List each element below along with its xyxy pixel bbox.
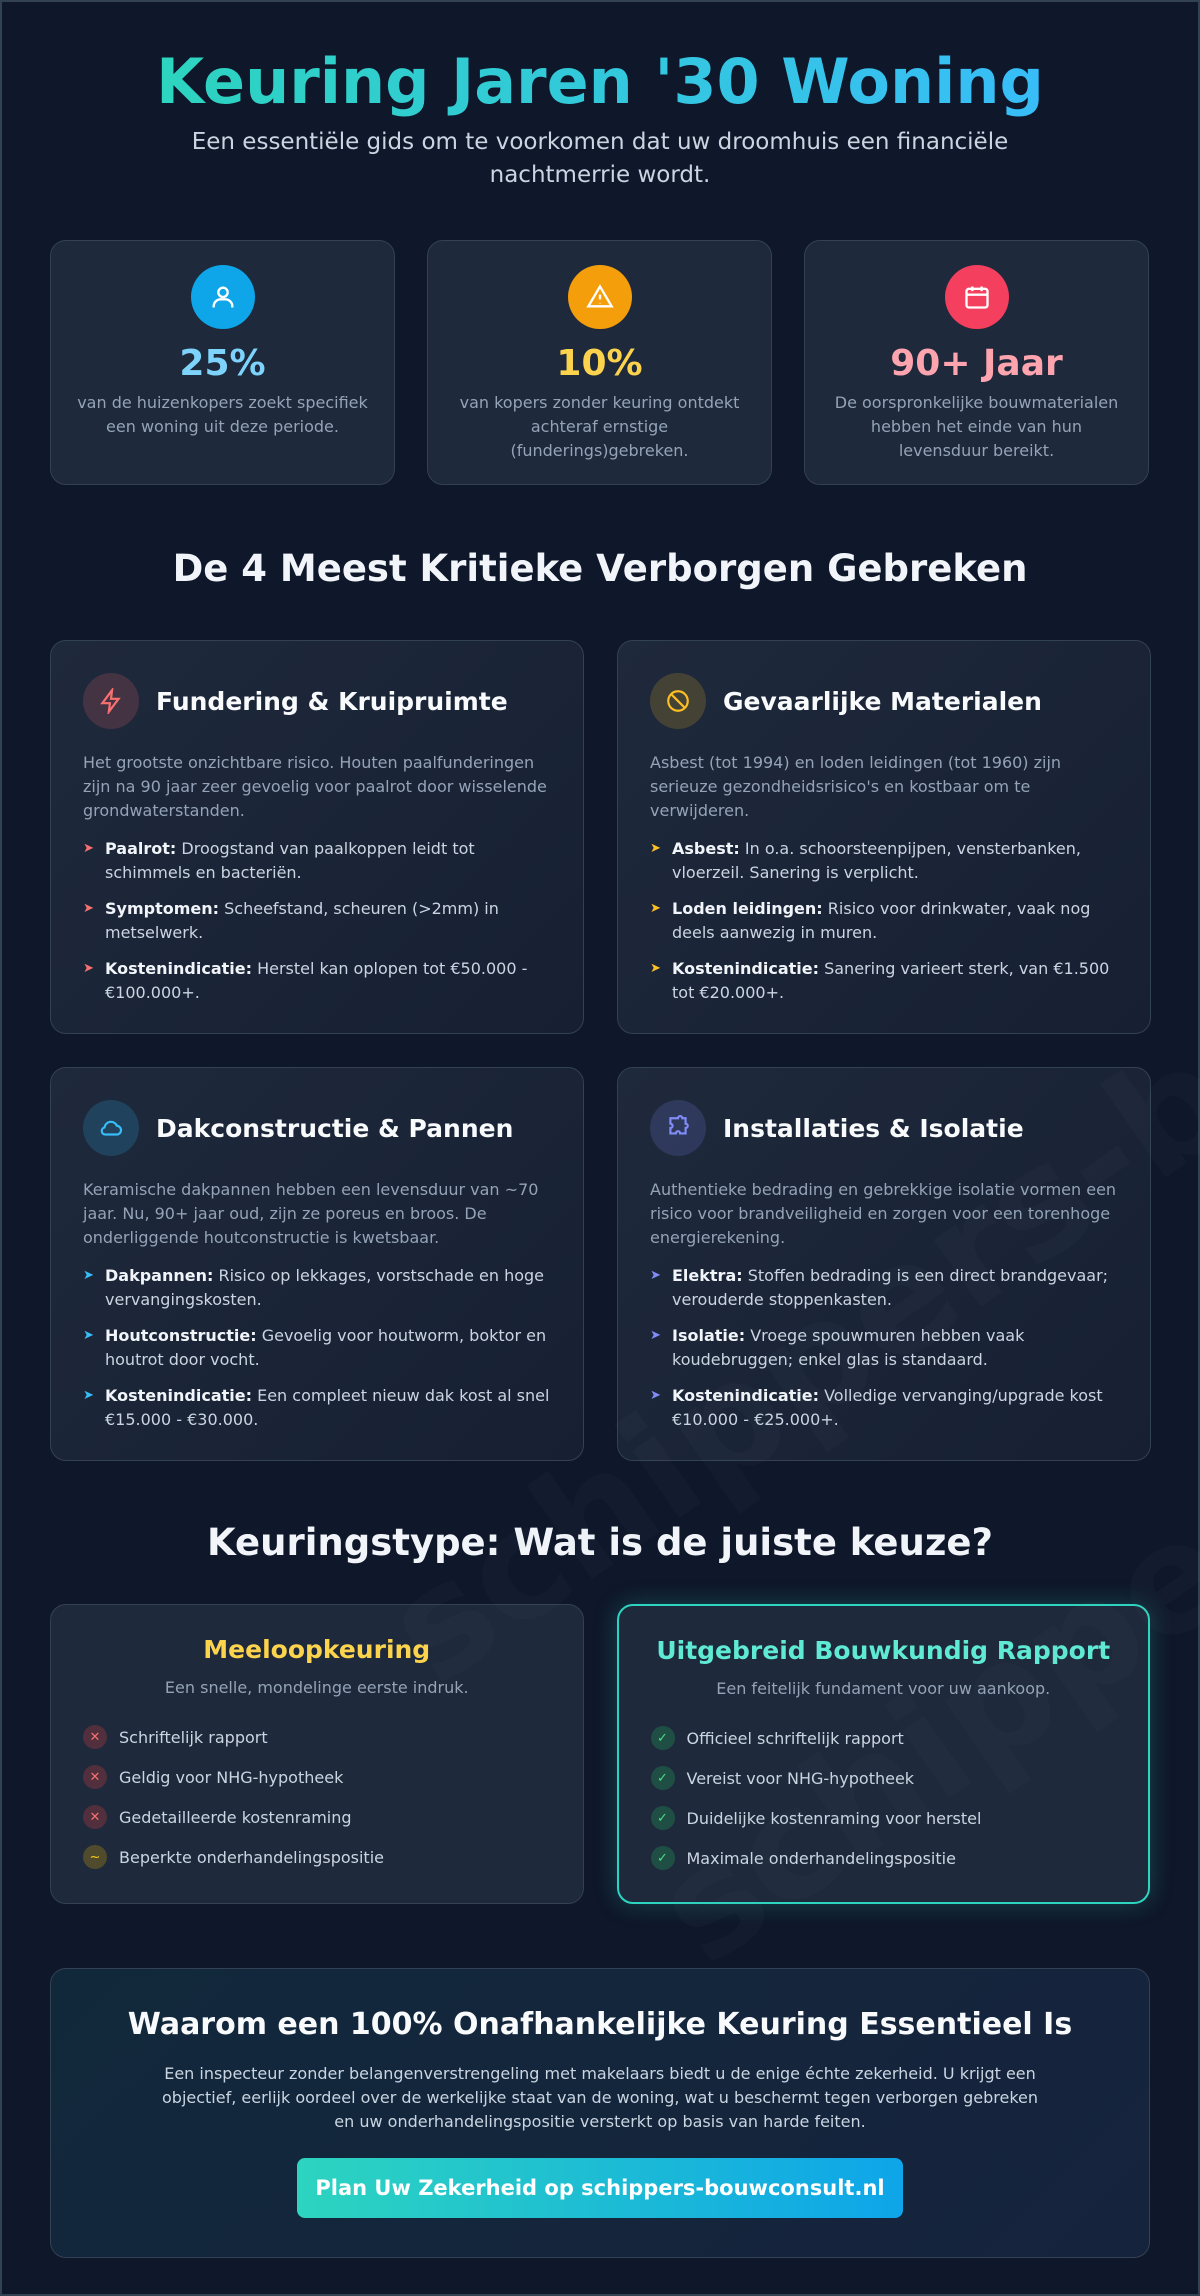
item-text: Officieel schriftelijk rapport <box>686 1728 904 1748</box>
tilde-icon: ~ <box>83 1845 107 1869</box>
compare-title: Keuringstype: Wat is de juiste keuze? <box>207 1521 993 1564</box>
stat-value: 90+ Jaar <box>890 343 1063 384</box>
item-text: Vereist voor NHG-hypotheek <box>686 1768 915 1788</box>
item-text: Gevoelig voor houtworm, boktor en houtrot door vocht. <box>105 1326 547 1369</box>
item-label: Kostenindicatie: <box>105 1386 252 1405</box>
item-label: Dakpannen: <box>105 1266 214 1285</box>
card-title: Gevaarlijke Materialen <box>723 686 1042 716</box>
cta-title: Waarom een 100% Onafhankelijke Keuring Essentieel Is <box>127 2007 1073 2042</box>
item-label: Asbest: <box>672 839 740 858</box>
card-intro: Asbest (tot 1994) en loden leidingen (tot 1960) zijn serieuze gezondheidsrisico's en kostbaar om te verwijderen. <box>650 753 1062 820</box>
arrow-icon: ➤ <box>650 1268 661 1283</box>
check-icon: ✓ <box>651 1766 675 1790</box>
stat-value: 10% <box>556 343 643 384</box>
item-text: Volledige vervanging/upgrade kost €10.000 - €25.000+. <box>672 1386 1103 1429</box>
arrow-icon: ➤ <box>650 1328 661 1343</box>
cross-icon: ✕ <box>83 1725 107 1749</box>
item-label: Isolatie: <box>672 1326 746 1345</box>
stat-text: van de huizenkopers zoekt specifiek een woning uit deze periode. <box>77 393 368 436</box>
item-label: Kostenindicatie: <box>672 959 819 978</box>
check-icon: ✓ <box>651 1806 675 1830</box>
cross-icon: ✕ <box>83 1765 107 1789</box>
item-label: Houtconstructie: <box>105 1326 257 1345</box>
cross-icon: ✕ <box>83 1805 107 1829</box>
card-intro: Keramische dakpannen hebben een levensduur van ~70 jaar. Nu, 90+ jaar oud, zijn ze poreus en broos. De onderliggende houtconstructie is kwetsbaar. <box>83 1180 539 1247</box>
item-text: Maximale onderhandelingspositie <box>686 1848 956 1868</box>
item-text: Beperkte onderhandelingspositie <box>119 1847 384 1867</box>
stat-text: De oorspronkelijke bouwmaterialen hebben het einde van hun levensduur bereikt. <box>834 393 1119 460</box>
check-icon: ✓ <box>651 1846 675 1870</box>
check-icon: ✓ <box>651 1726 675 1750</box>
arrow-icon: ➤ <box>650 1388 661 1403</box>
compare-card-subtitle: Een snelle, mondelinge eerste indruk. <box>164 1678 469 1697</box>
arrow-icon: ➤ <box>83 1268 94 1283</box>
cta-button[interactable]: Plan Uw Zekerheid op schippers-bouwconsult.nl <box>297 2158 903 2218</box>
item-text: In o.a. schoorsteenpijpen, vensterbanken, vloerzeil. Sanering is verplicht. <box>672 839 1081 882</box>
item-text: Sanering varieert sterk, van €1.500 tot €20.000+. <box>672 959 1110 1002</box>
item-text: Geldig voor NHG-hypotheek <box>119 1767 344 1787</box>
arrow-icon: ➤ <box>650 841 661 856</box>
arrow-icon: ➤ <box>83 901 94 916</box>
compare-card-title: Meeloopkeuring <box>203 1635 431 1664</box>
page-title: Keuring Jaren '30 Woning <box>156 45 1044 118</box>
item-text: Een compleet nieuw dak kost al snel €15.000 - €30.000. <box>105 1386 550 1429</box>
compare-card-subtitle: Een feitelijk fundament voor uw aankoop. <box>716 1679 1051 1698</box>
item-text: Scheefstand, scheuren (>2mm) in metselwerk. <box>105 899 499 942</box>
arrow-icon: ➤ <box>650 961 661 976</box>
arrow-icon: ➤ <box>83 1328 94 1343</box>
page-subtitle: Een essentiële gids om te voorkomen dat uw droomhuis een financiële nachtmerrie wordt. <box>191 129 1009 188</box>
item-label: Symptomen: <box>105 899 220 918</box>
item-text: Risico voor drinkwater, vaak nog deels aanwezig in muren. <box>672 899 1091 942</box>
item-label: Elektra: <box>672 1266 743 1285</box>
item-text: Gedetailleerde kostenraming <box>119 1807 352 1827</box>
item-label: Paalrot: <box>105 839 177 858</box>
item-text: Duidelijke kostenraming voor herstel <box>686 1808 982 1828</box>
item-label: Kostenindicatie: <box>105 959 252 978</box>
arrow-icon: ➤ <box>83 841 94 856</box>
item-label: Kostenindicatie: <box>672 1386 819 1405</box>
item-text: Stoffen bedrading is een direct brandgevaar; verouderde stoppenkasten. <box>672 1266 1109 1309</box>
defects-title: De 4 Meest Kritieke Verborgen Gebreken <box>172 547 1028 590</box>
arrow-icon: ➤ <box>83 1388 94 1403</box>
item-text: Droogstand van paalkoppen leidt tot schimmels en bacteriën. <box>105 839 475 882</box>
card-intro: Authentieke bedrading en gebrekkige isolatie vormen een risico voor brandveiligheid en zorgen voor een torenhoge energierekening. <box>650 1180 1117 1247</box>
cta-text: Een inspecteur zonder belangenverstrengeling met makelaars biedt u de enige échte zekerheid. U krijgt een objectief, eerlijk oordeel over de werkelijke staat van de woning, wat u beschermt tegen verborgen gebreken en uw onderhandelingspositie versterkt op basis van harde feiten. <box>162 2064 1038 2131</box>
card-title: Installaties & Isolatie <box>723 1113 1024 1143</box>
compare-card-title: Uitgebreid Bouwkundig Rapport <box>656 1636 1111 1665</box>
card-intro: Het grootste onzichtbare risico. Houten paalfunderingen zijn na 90 jaar zeer gevoelig voor paalrot door wisselende grondwaterstanden. <box>83 753 547 820</box>
item-text: Herstel kan oplopen tot €50.000 - €100.000+. <box>105 959 528 1002</box>
card-title: Fundering & Kruipruimte <box>156 686 508 716</box>
arrow-icon: ➤ <box>83 961 94 976</box>
item-text: Schriftelijk rapport <box>119 1727 268 1747</box>
arrow-icon: ➤ <box>650 901 661 916</box>
card-title: Dakconstructie & Pannen <box>156 1113 514 1143</box>
item-text: Risico op lekkages, vorstschade en hoge vervangingskosten. <box>105 1266 544 1309</box>
item-label: Loden leidingen: <box>672 899 823 918</box>
stat-text: van kopers zonder keuring ontdekt achteraf ernstige (funderings)gebreken. <box>459 393 740 460</box>
stat-value: 25% <box>179 343 266 384</box>
item-text: Vroege spouwmuren hebben vaak koudebruggen; enkel glas is standaard. <box>672 1326 1025 1369</box>
